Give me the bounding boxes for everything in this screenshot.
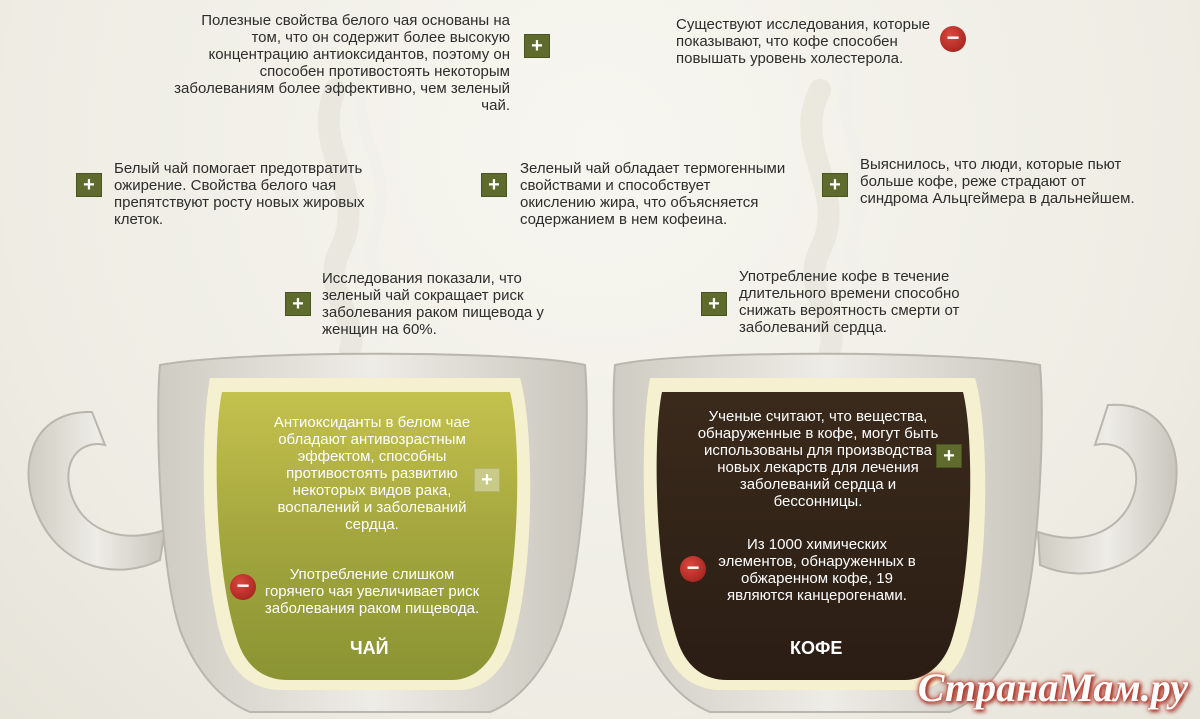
plus-icon: + xyxy=(936,444,962,468)
coffee-fact-right: Выяснилось, что люди, которые пьют больше кофе, реже страдают от синдрома Альцгеймера в дальнейшем. xyxy=(860,156,1135,207)
minus-icon: − xyxy=(940,26,966,52)
plus-icon: + xyxy=(481,173,507,197)
plus-icon: + xyxy=(474,468,500,492)
coffee-cup-fact-plus: Ученые считают, что вещества, обнаруженные в кофе, могут быть использованы для производства новых лекарств для лечения заболеваний сердца и бессонницы. xyxy=(697,408,939,510)
tea-cup-label: ЧАЙ xyxy=(350,638,389,658)
coffee-fact-bottom: Употребление кофе в течение длительного времени способно снижать вероятность смерти от заболеваний сердца. xyxy=(739,268,960,336)
plus-icon: + xyxy=(524,34,550,58)
coffee-cup-fact-minus: Из 1000 химических элементов, обнаруженных в обжаренном кофе, 19 являются канцерогенами. xyxy=(718,536,916,604)
tea-fact-bottom: Исследования показали, что зеленый чай сокращает риск заболевания раком пищевода у женщин на 60%. xyxy=(322,270,544,338)
tea-fact-middle: Зеленый чай обладает термогенными свойствами и способствует окислению жира, что объясняется содержанием в нем кофеина. xyxy=(520,160,786,228)
tea-fact-left: Белый чай помогает предотвратить ожирение. Свойства белого чая препятствуют росту новых жировых клеток. xyxy=(114,160,365,228)
tea-cup-fact-minus: Употребление слишком горячего чая увеличивает риск заболевания раком пищевода. xyxy=(264,566,480,617)
coffee-fact-top: Существуют исследования, которые показывают, что кофе способен повышать уровень холестерола. xyxy=(676,16,931,67)
plus-icon: + xyxy=(701,292,727,316)
tea-fact-top: Полезные свойства белого чая основаны на том, что он содержит более высокую концентрацию антиоксидантов, поэтому он способен противостоять некоторым заболеваниям более эффективно, чем зеленый чай. xyxy=(174,12,510,114)
plus-icon: + xyxy=(76,173,102,197)
plus-icon: + xyxy=(822,173,848,197)
tea-cup-fact-plus: Антиоксиданты в белом чае обладают антивозрастным эффектом, способны противостоять развитию некоторых видов рака, воспалений и заболеваний сердца. xyxy=(273,414,471,533)
plus-icon: + xyxy=(285,292,311,316)
minus-icon: − xyxy=(680,556,706,582)
site-watermark: СтранаМам.ру xyxy=(917,665,1188,710)
minus-icon: − xyxy=(230,574,256,600)
coffee-cup-label: КОФЕ xyxy=(790,638,843,658)
